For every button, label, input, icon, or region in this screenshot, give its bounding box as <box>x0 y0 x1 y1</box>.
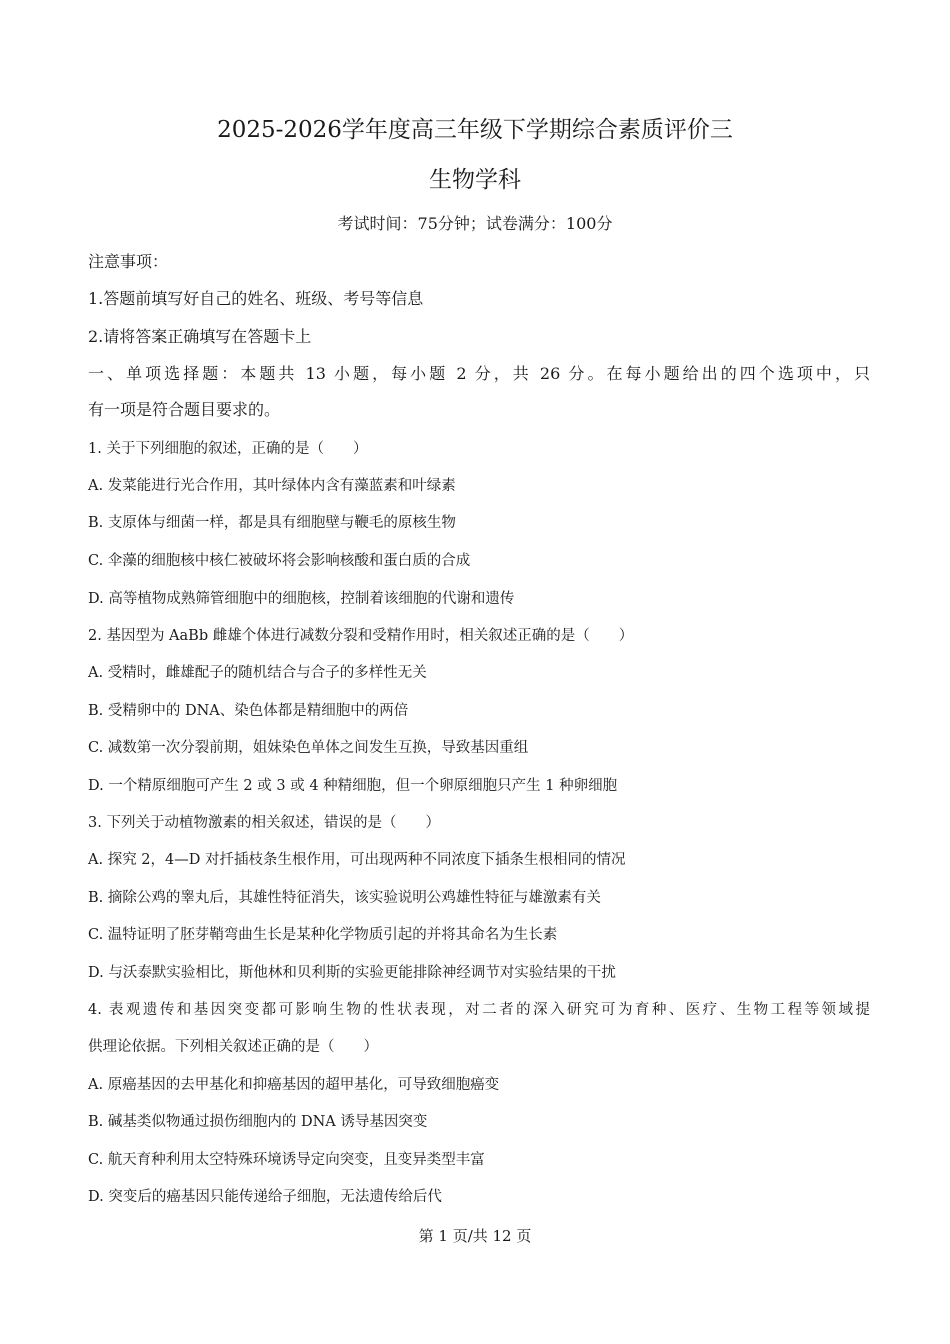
question-stem: 2. 基因型为 AaBb 雌雄个体进行减数分裂和受精作用时，相关叙述正确的是（ ） <box>88 628 634 644</box>
question-option: A. 受精时，雌雄配子的随机结合与合子的多样性无关 <box>88 665 427 681</box>
question-option: B. 支原体与细菌一样，都是具有细胞壁与鞭毛的原核生物 <box>88 515 456 531</box>
question-stem-cont: 供理论依据。下列相关叙述正确的是（ ） <box>88 1039 378 1055</box>
note-item: 1.答题前填写好自己的姓名、班级、考号等信息 <box>88 289 424 308</box>
question-stem: 4. 表观遗传和基因突变都可影响生物的性状表现，对二者的深入研究可为育种、医疗、生物工程等领域提 <box>88 1002 870 1018</box>
subject-title: 生物学科 <box>429 167 521 193</box>
exam-info: 考试时间：75分钟；试卷满分：100分 <box>337 214 613 233</box>
question-option: D. 突变后的癌基因只能传递给子细胞，无法遗传给后代 <box>88 1189 442 1205</box>
exam-title: 2025-2026学年度高三年级下学期综合素质评价三 <box>217 117 733 143</box>
question-option: B. 摘除公鸡的睾丸后，其雄性特征消失，该实验说明公鸡雄性特征与雄激素有关 <box>88 890 601 906</box>
question-option: B. 受精卵中的 DNA、染色体都是精细胞中的两倍 <box>88 703 409 719</box>
note-item: 2.请将答案正确填写在答题卡上 <box>88 327 312 346</box>
question-option: C. 减数第一次分裂前期，姐妹染色单体之间发生互换，导致基因重组 <box>88 740 529 756</box>
question-stem: 3. 下列关于动植物激素的相关叙述，错误的是（ ） <box>88 815 440 831</box>
question-option: A. 探究 2，4—D 对扦插枝条生根作用，可出现两种不同浓度下插条生根相同的情况 <box>88 852 626 868</box>
question-stem: 1. 关于下列细胞的叙述，正确的是（ ） <box>88 441 368 457</box>
question-option: C. 温特证明了胚芽鞘弯曲生长是某种化学物质引起的并将其命名为生长素 <box>88 927 558 943</box>
question-option: C. 航天育种利用太空特殊环境诱导定向突变，且变异类型丰富 <box>88 1152 485 1168</box>
question-option: D. 与沃泰默实验相比，斯他林和贝利斯的实验更能排除神经调节对实验结果的干扰 <box>88 965 616 981</box>
question-option: C. 伞藻的细胞核中核仁被破坏将会影响核酸和蛋白质的合成 <box>88 553 471 569</box>
notes-heading: 注意事项： <box>88 252 169 271</box>
question-option: D. 高等植物成熟筛管细胞中的细胞核，控制着该细胞的代谢和遗传 <box>88 591 515 607</box>
section-instructions: 一、单项选择题：本题共 13 小题，每小题 2 分，共 26 分。在每小题给出的四个选项中，只 <box>88 364 870 383</box>
question-option: A. 原癌基因的去甲基化和抑癌基因的超甲基化，可导致细胞癌变 <box>88 1077 500 1093</box>
section-instructions-cont: 有一项是符合题目要求的。 <box>88 400 281 419</box>
question-option: D. 一个精原细胞可产生 2 或 3 或 4 种精细胞，但一个卵原细胞只产生 1 种卵细胞 <box>88 778 618 794</box>
question-option: A. 发菜能进行光合作用，其叶绿体内含有藻蓝素和叶绿素 <box>88 478 456 494</box>
question-option: B. 碱基类似物通过损伤细胞内的 DNA 诱导基因突变 <box>88 1114 428 1130</box>
page-number: 第 1 页/共 12 页 <box>418 1227 532 1245</box>
